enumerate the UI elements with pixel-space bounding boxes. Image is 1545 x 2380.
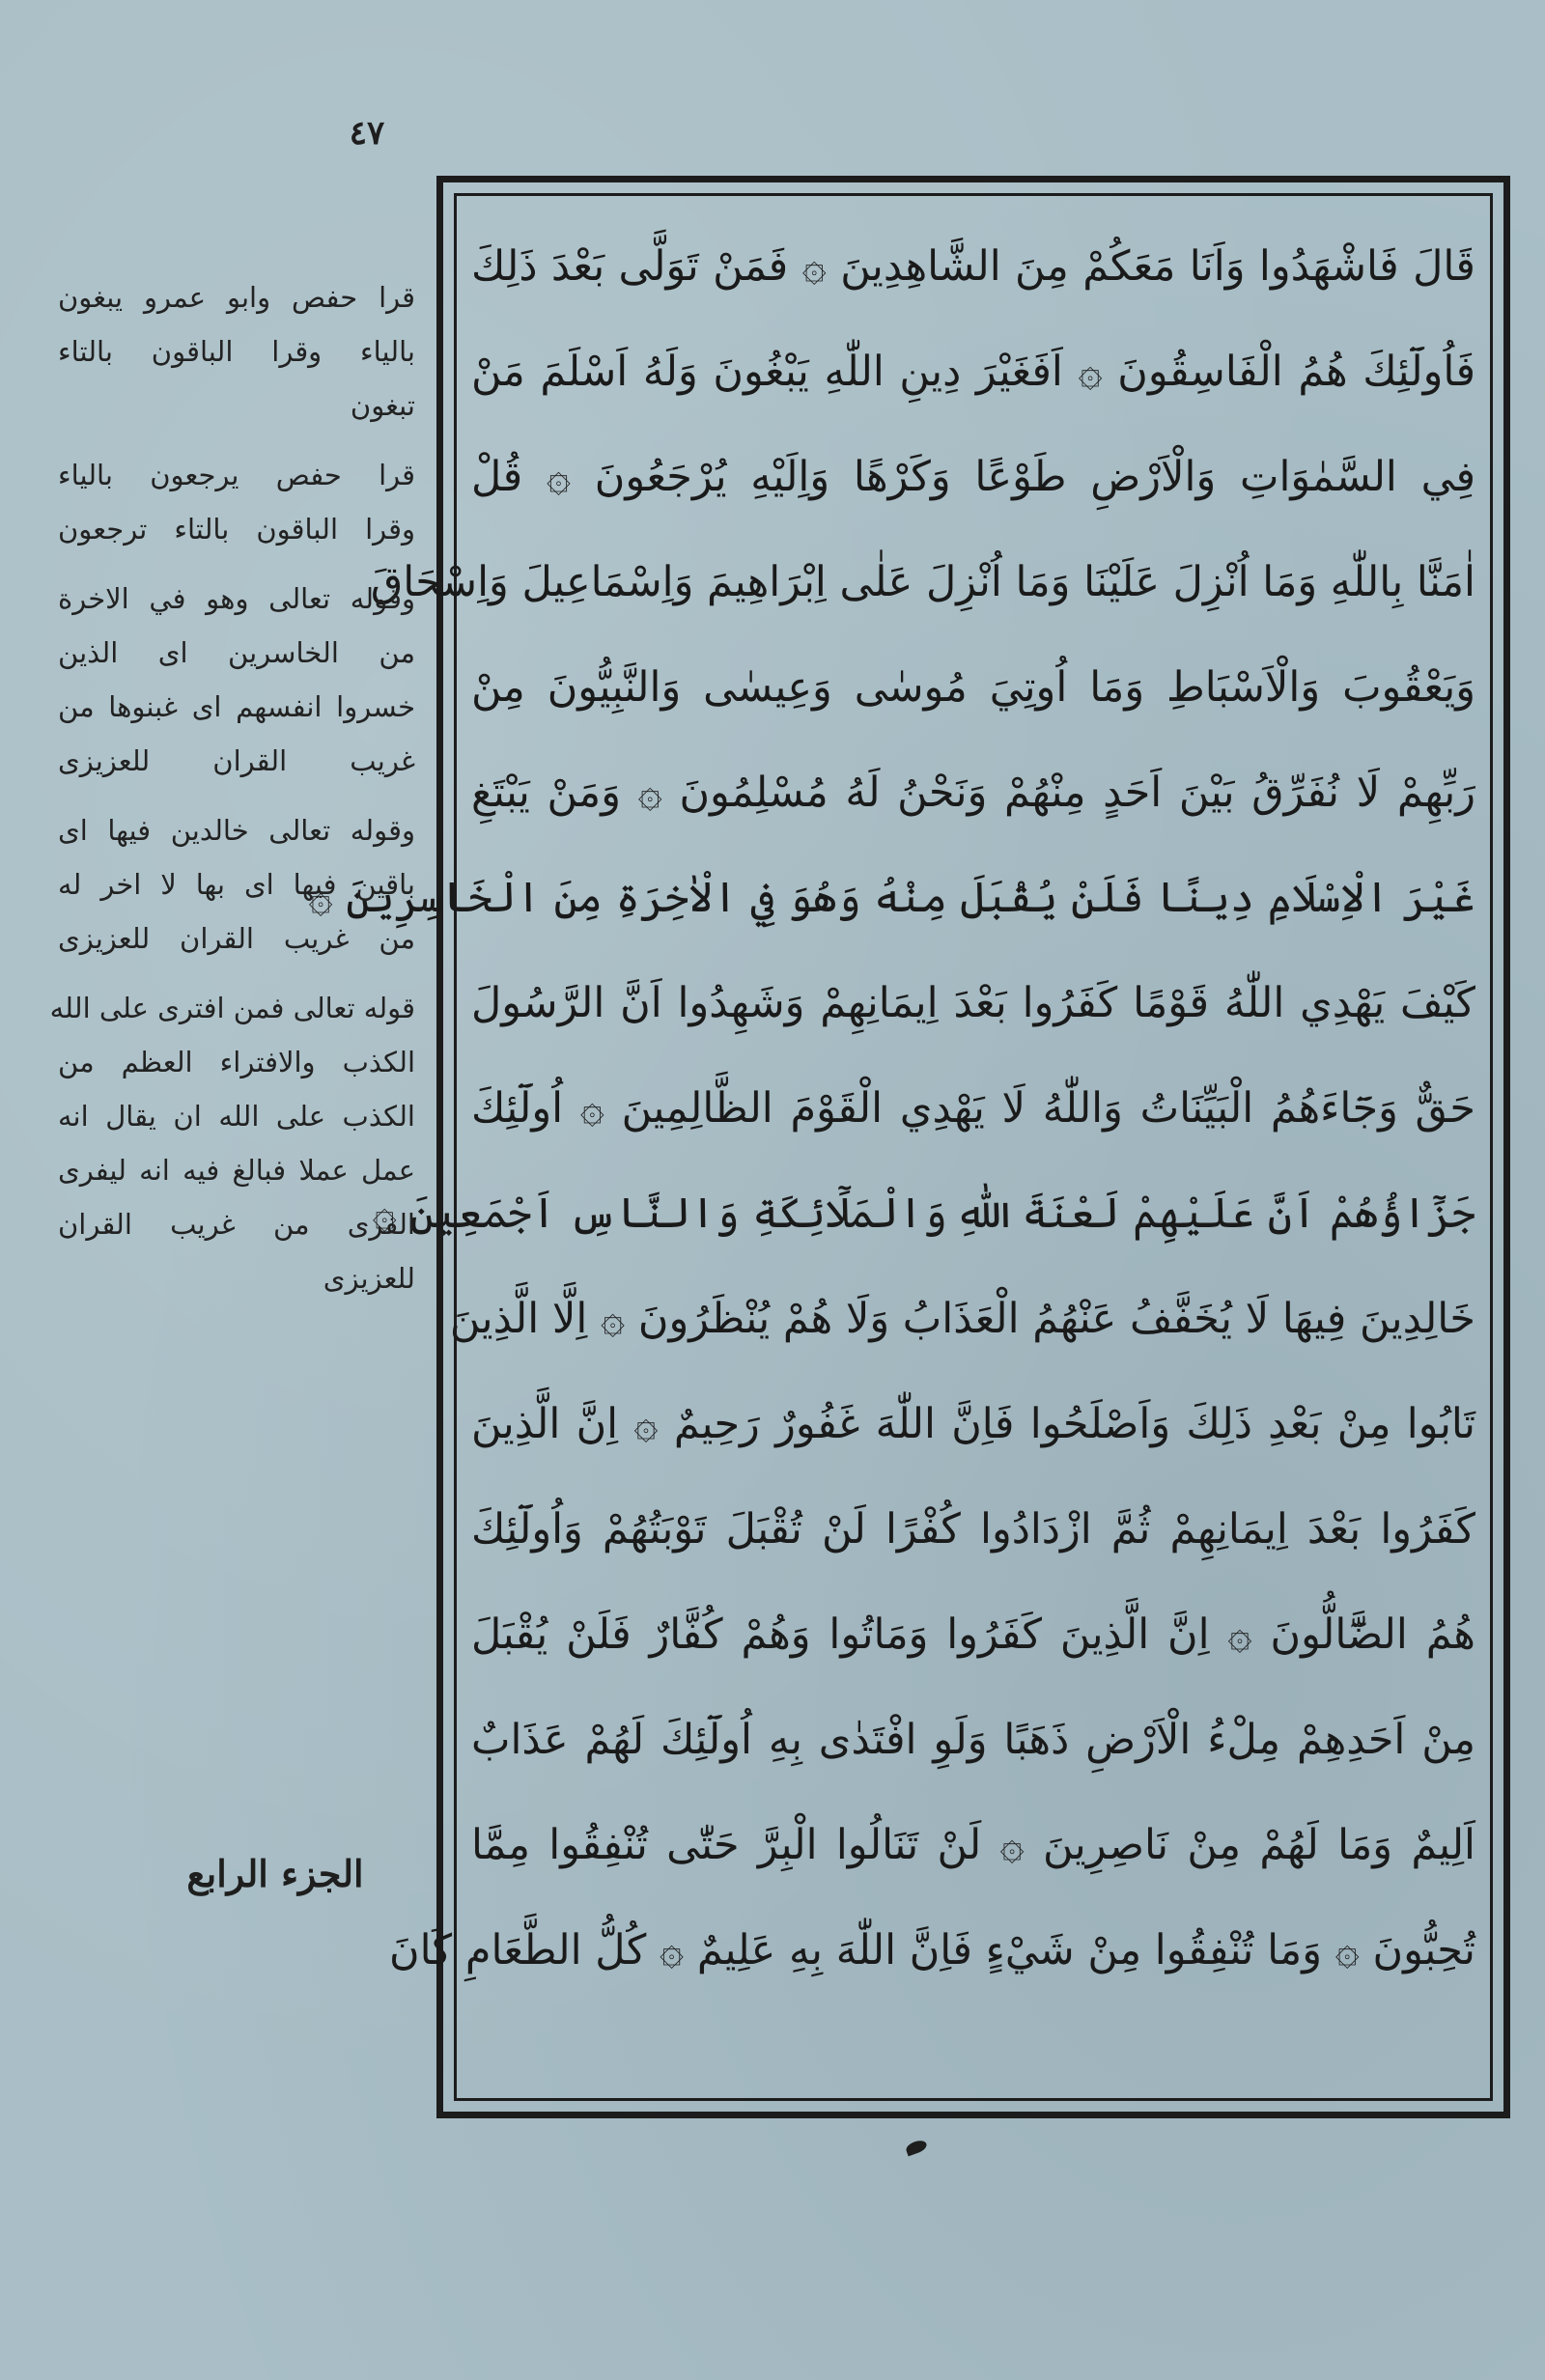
margin-note-line: عمل عملا فبالغ فيه انه ليفرى	[58, 1154, 415, 1187]
margin-note	[58, 448, 415, 556]
margin-note-line: غريب القران للعزيزى	[58, 744, 415, 777]
margin-note	[58, 803, 415, 966]
main-text-line: تُحِبُّونَ ۞ وَمَا تُنْفِقُوا مِنْ شَيْءٍ فَاِنَّ اللّٰهَ بِهِ عَلِيمٌ ۞ كُلُّ الطَّعَامِ كَانَ	[389, 1926, 1475, 1974]
margin-note-line: قرا حفص وابو عمرو يبغون	[58, 281, 415, 314]
margin-note-line: للعزيزى	[323, 1262, 415, 1295]
margin-note-line: الكذب والافتراء العظم من	[58, 1046, 415, 1078]
margin-note-line: وقرا الباقون بالتاء ترجعون	[58, 513, 415, 546]
margin-notes	[49, 270, 415, 1321]
main-text-line: اَلِيمٌ وَمَا لَهُمْ مِنْ نَاصِرِينَ ۞ لَنْ تَنَالُوا الْبِرَّ حَتّٰى تُنْفِقُوا مِمَّا	[471, 1821, 1475, 1869]
main-text-line: جَزَٓاؤُهُمْ اَنَّ عَلَيْهِمْ لَعْنَةَ اللّٰهِ وَالْمَلَٓائِكَةِ وَالنَّاسِ اَجْمَعِينَ ۞	[372, 1190, 1475, 1238]
margin-note-line: بالياء وقرا الباقون بالتاء	[58, 335, 415, 368]
margin-note-line: وقوله تعالى وهو في الاخرة	[58, 582, 415, 615]
main-text-line: تَابُوا مِنْ بَعْدِ ذَلِكَ وَاَصْلَحُوا فَاِنَّ اللّٰهَ غَفُورٌ رَحِيمٌ ۞ اِنَّ الَّذِينَ	[471, 1400, 1475, 1448]
margin-note	[58, 270, 415, 433]
main-text-line: اٰمَنَّا بِاللّٰهِ وَمَا اُنْزِلَ عَلَيْنَا وَمَا اُنْزِلَ عَلٰى اِبْرَاهِيمَ وَاِسْمَاعِيلَ وَاِسْحَاقَ	[370, 558, 1475, 606]
margin-note-line: وقوله تعالى خالدين فيها اى	[58, 814, 415, 847]
main-text-line: وَيَعْقُوبَ وَالْاَسْبَاطِ وَمَا اُوتِيَ مُوسٰى وَعِيسٰى وَالنَّبِيُّونَ مِنْ	[471, 663, 1475, 712]
main-text-line: رَبِّهِمْ لَا نُفَرِّقُ بَيْنَ اَحَدٍ مِنْهُمْ وَنَحْنُ لَهُ مُسْلِمُونَ ۞ وَمَنْ يَبْتَغِ	[471, 769, 1475, 817]
ink-mark-icon	[905, 2139, 929, 2157]
main-text-line: فِي السَّمٰوَاتِ وَالْاَرْضِ طَوْعًا وَكَرْهًا وَاِلَيْهِ يُرْجَعُونَ ۞ قُلْ	[471, 453, 1475, 501]
main-text-line: كَيْفَ يَهْدِي اللّٰهُ قَوْمًا كَفَرُوا بَعْدَ اِيمَانِهِمْ وَشَهِدُوا اَنَّ الرَّسُولَ	[471, 979, 1475, 1027]
margin-note-line: من الخاسرين اى الذين	[58, 636, 415, 669]
main-text-line: غَيْرَ الْاِسْلَامِ دِينًا فَلَنْ يُقْبَلَ مِنْهُ وَهُوَ فِي الْاٰخِرَةِ مِنَ الْخَاسِرِينَ ۞	[308, 874, 1475, 922]
main-text-line: مِنْ اَحَدِهِمْ مِلْءُ الْاَرْضِ ذَهَبًا وَلَوِ افْتَدٰى بِهِ اُولَٓئِكَ لَهُمْ عَذَابٌ	[471, 1716, 1475, 1764]
margin-note-line: قوله تعالى فمن افترى على الله	[49, 992, 415, 1024]
main-text-line: فَاُولَٓئِكَ هُمُ الْفَاسِقُونَ ۞ اَفَغَيْرَ دِينِ اللّٰهِ يَبْغُونَ وَلَهُ اَسْلَمَ مَنْ	[471, 348, 1475, 396]
margin-note-line: الكذب على الله ان يقال انه	[58, 1100, 415, 1133]
margin-note-line: خسروا انفسهم اى غبنوها من	[58, 690, 415, 723]
margin-note-line: تبغون	[350, 389, 415, 422]
main-text-line: قَالَ فَاشْهَدُوا وَاَنَا مَعَكُمْ مِنَ الشَّاهِدِينَ ۞ فَمَنْ تَوَلَّى بَعْدَ ذَلِكَ	[471, 242, 1475, 291]
margin-note	[58, 572, 415, 788]
main-text-line: كَفَرُوا بَعْدَ اِيمَانِهِمْ ثُمَّ ازْدَادُوا كُفْرًا لَنْ تُقْبَلَ تَوْبَتُهُمْ وَاُولَٓئِكَ	[471, 1505, 1475, 1554]
main-text-line: هُمُ الضَّٓالُّونَ ۞ اِنَّ الَّذِينَ كَفَرُوا وَمَاتُوا وَهُمْ كُفَّارٌ فَلَنْ يُقْبَلَ	[471, 1610, 1475, 1659]
page-number: ٤٧	[349, 114, 385, 153]
margin-note	[49, 981, 415, 1305]
margin-note-line: باقين فيها اى بها لا اخر له	[58, 868, 415, 901]
main-text-line: حَقٌّ وَجَٓاءَهُمُ الْبَيِّنَاتُ وَاللّٰهُ لَا يَهْدِي الْقَوْمَ الظَّالِمِينَ ۞ اُولَٓئِكَ	[471, 1084, 1475, 1133]
main-text-line: خَالِدِينَ فِيهَا لَا يُخَفَّفُ عَنْهُمُ الْعَذَابُ وَلَا هُمْ يُنْظَرُونَ ۞ اِلَّا الَّذِينَ	[449, 1295, 1475, 1343]
margin-note-line: الفرى من غريب القران	[58, 1208, 415, 1241]
section-heading: الجزء الرابع	[186, 1852, 364, 1895]
margin-note-line: من غريب القران للعزيزى	[58, 922, 415, 955]
margin-note-line: قرا حفص يرجعون بالياء	[58, 459, 415, 491]
